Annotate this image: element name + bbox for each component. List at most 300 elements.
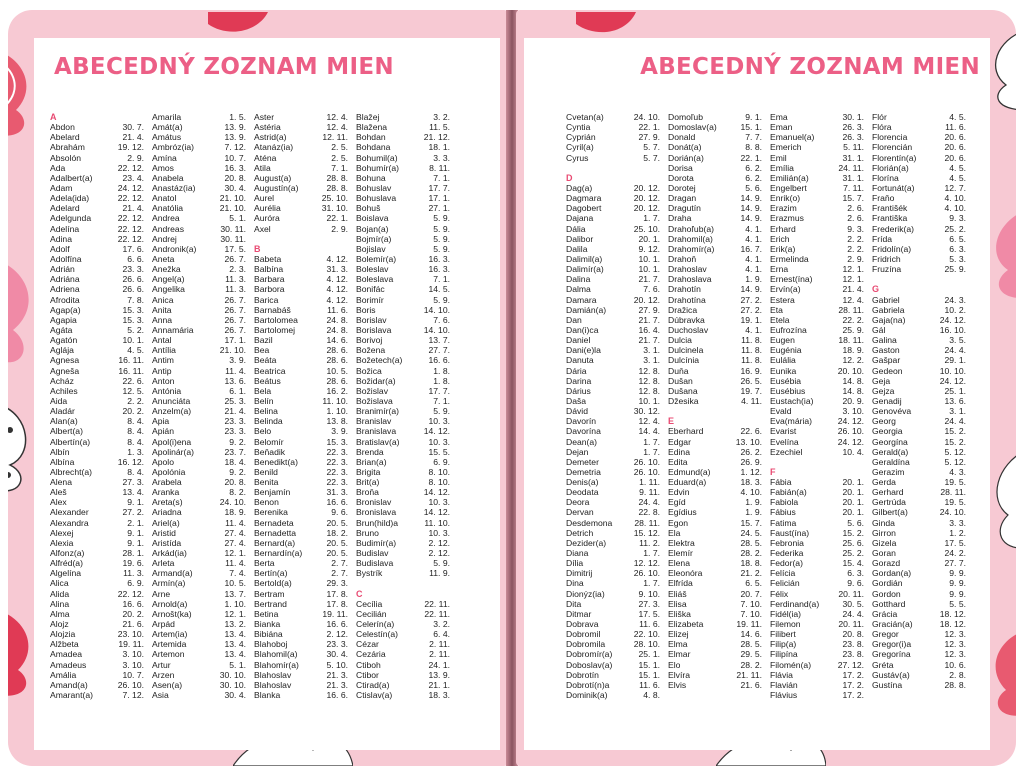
- name-entry: [254, 568, 356, 578]
- name-entry: [566, 153, 668, 163]
- name-day-date: 1. 8.: [433, 365, 450, 376]
- name-label: Anica: [152, 294, 174, 305]
- name-entry: [254, 305, 356, 315]
- name-label: Augustín(a): [254, 182, 299, 193]
- name-day-date: 18. 4.: [224, 456, 246, 467]
- name-day-date: 30. 11.: [220, 223, 246, 234]
- name-entry: [770, 426, 872, 436]
- name-entry: [566, 244, 668, 254]
- name-entry: [152, 609, 254, 619]
- name-entry: [50, 447, 152, 457]
- name-entry: [668, 619, 770, 629]
- name-label: Erhard: [770, 223, 796, 234]
- name-entry: [770, 487, 872, 497]
- name-entry: [50, 234, 152, 244]
- name-label: Eva(mária): [770, 416, 813, 427]
- name-entry: [566, 437, 668, 447]
- name-day-date: 22. 12.: [117, 213, 144, 224]
- name-day-date: 24. 12.: [939, 375, 966, 386]
- letter-label: A: [50, 112, 57, 122]
- name-day-date: 17. 2.: [842, 679, 864, 690]
- name-entry: [872, 295, 974, 305]
- name-entry: [566, 406, 668, 416]
- name-entry: [566, 457, 668, 467]
- name-entry: [50, 122, 152, 132]
- name-day-date: 8. 10.: [428, 466, 450, 477]
- name-entry: [152, 295, 254, 305]
- name-day-date: 20. 11.: [838, 619, 864, 630]
- name-label: Cézar: [356, 639, 379, 650]
- name-label: Brenda: [356, 446, 384, 457]
- name-label: Alexej: [50, 527, 74, 538]
- name-label: Dorisa: [668, 162, 693, 173]
- name-entry: [770, 649, 872, 659]
- name-day-date: 18. 12.: [939, 608, 966, 619]
- name-label: Dag(a): [566, 182, 593, 193]
- name-entry: [872, 568, 974, 578]
- name-entry: [770, 366, 872, 376]
- name-day-date: 11. 8.: [741, 335, 762, 346]
- name-label: Gedeon: [872, 365, 903, 376]
- name-day-date: 18. 2.: [326, 527, 348, 538]
- name-day-date: 12. 8.: [638, 365, 660, 376]
- name-label: Celestín(a): [356, 629, 399, 640]
- name-entry: [356, 163, 458, 173]
- name-entry: [254, 183, 356, 193]
- name-label: Arne: [152, 588, 171, 599]
- name-day-date: 20. 1.: [842, 507, 864, 518]
- name-entry: [872, 426, 974, 436]
- name-entry: [668, 396, 770, 406]
- name-entry: [566, 376, 668, 386]
- name-label: Aladár: [50, 406, 75, 417]
- name-day-date: 8. 4.: [127, 436, 144, 447]
- name-day-date: 24. 3.: [944, 294, 966, 305]
- name-label: Blahomil(a): [254, 649, 298, 660]
- name-label: Bohuslava: [356, 193, 397, 204]
- name-entry: [770, 112, 872, 122]
- name-label: August(a): [254, 172, 292, 183]
- name-day-date: 20. 6.: [944, 152, 966, 163]
- name-entry: [566, 680, 668, 690]
- name-label: Bernadeta: [254, 517, 294, 528]
- name-entry: [770, 538, 872, 548]
- name-day-date: 4. 12.: [326, 294, 348, 305]
- name-entry: [770, 163, 872, 173]
- name-entry: [668, 376, 770, 386]
- name-day-date: 13. 7.: [224, 588, 246, 599]
- name-day-date: 19. 11.: [736, 619, 762, 630]
- name-label: Elektra: [668, 537, 695, 548]
- name-entry: [50, 467, 152, 477]
- name-day-date: 4. 5.: [949, 172, 966, 183]
- name-day-date: 13. 9.: [224, 132, 246, 143]
- name-entry: [152, 305, 254, 315]
- name-entry: [152, 244, 254, 254]
- name-entry: [872, 254, 974, 264]
- name-day-date: 7. 10.: [740, 598, 762, 609]
- name-label: Adolf: [50, 243, 70, 254]
- name-entry: [668, 487, 770, 497]
- name-label: Evelína: [770, 436, 799, 447]
- name-day-date: 4. 10.: [740, 487, 762, 498]
- name-label: Dávid: [566, 406, 588, 417]
- name-day-date: 1. 2.: [949, 527, 966, 538]
- name-label: Dobrotí(n)a: [566, 679, 610, 690]
- name-label: Artur: [152, 659, 171, 670]
- name-label: Adela(ida): [50, 193, 90, 204]
- name-day-date: 25. 9.: [944, 264, 966, 275]
- name-entry: [770, 376, 872, 386]
- name-day-date: 3. 9.: [331, 426, 348, 437]
- name-entry: [566, 589, 668, 599]
- name-label: Arnošt(ka): [152, 608, 192, 619]
- name-day-date: 18. 12.: [939, 619, 966, 630]
- name-entry: [50, 690, 152, 700]
- name-day-date: 23. 8.: [842, 639, 864, 650]
- name-label: Benon: [254, 497, 279, 508]
- name-column: [356, 112, 458, 700]
- name-label: Engelbert: [770, 182, 807, 193]
- name-label: Denis(a): [566, 477, 599, 488]
- name-label: Amos: [152, 162, 174, 173]
- name-entry: [668, 224, 770, 234]
- name-label: Darina: [566, 375, 592, 386]
- name-day-date: 14. 12.: [423, 487, 450, 498]
- name-day-date: 28. 11.: [838, 304, 864, 315]
- name-day-date: 27. 2.: [740, 294, 762, 305]
- name-entry: [668, 132, 770, 142]
- name-entry: [152, 234, 254, 244]
- name-day-date: 3. 9.: [229, 355, 246, 366]
- name-day-date: 28. 11.: [634, 517, 660, 528]
- name-day-date: 12. 11.: [322, 132, 348, 143]
- name-label: Antónia: [152, 385, 182, 396]
- name-day-date: 26. 10.: [837, 426, 864, 437]
- name-day-date: 15. 3.: [122, 304, 144, 315]
- name-entry: [566, 426, 668, 436]
- name-label: Elfrída: [668, 578, 693, 589]
- name-day-date: 14. 4.: [638, 426, 660, 437]
- name-label: Belinda: [254, 416, 283, 427]
- name-entry: [356, 122, 458, 132]
- name-entry: [50, 416, 152, 426]
- name-label: Cvetan(a): [566, 112, 604, 122]
- name-label: Armand(a): [152, 568, 193, 579]
- name-label: Dária: [566, 365, 587, 376]
- name-label: Eberhard: [668, 426, 704, 437]
- name-entry: [50, 142, 152, 152]
- name-day-date: 18. 9.: [842, 345, 864, 356]
- name-entry: [356, 497, 458, 507]
- name-day-date: 5. 9.: [433, 223, 450, 234]
- name-day-date: 9. 1.: [127, 497, 144, 508]
- name-entry: [566, 284, 668, 294]
- name-day-date: 25. 1.: [638, 649, 660, 660]
- name-day-date: 2. 2.: [847, 233, 864, 244]
- name-day-date: 23. 4.: [122, 172, 144, 183]
- name-entry: [356, 305, 458, 315]
- name-entry: [356, 335, 458, 345]
- name-label: Drahotína: [668, 294, 706, 305]
- name-label: Artem(ia): [152, 629, 188, 640]
- name-label: Albína: [50, 456, 75, 467]
- name-day-date: 13. 10.: [735, 436, 762, 447]
- name-label: Františka: [872, 213, 908, 224]
- name-day-date: 22. 11.: [424, 598, 450, 609]
- name-label: Alexandra: [50, 517, 89, 528]
- name-label: Cecília: [356, 598, 383, 609]
- name-day-date: 20. 12.: [633, 182, 660, 193]
- name-day-date: 17. 1.: [428, 193, 450, 204]
- name-label: Girron: [872, 527, 896, 538]
- name-day-date: 21. 10.: [219, 345, 246, 356]
- name-day-date: 5. 9.: [433, 406, 450, 417]
- name-entry: [356, 244, 458, 254]
- butterfly-wing-decoration: [8, 50, 36, 140]
- name-label: Brun(hild)a: [356, 517, 399, 528]
- name-entry: [668, 315, 770, 325]
- name-label: Amát(a): [152, 122, 183, 133]
- name-day-date: 28. 10.: [633, 639, 660, 650]
- name-label: Dulcia: [668, 335, 692, 346]
- name-day-date: 9. 11.: [639, 487, 660, 498]
- name-label: Beátus: [254, 375, 281, 386]
- name-day-date: 2. 6.: [847, 213, 864, 224]
- name-label: Cecilián: [356, 608, 387, 619]
- name-label: Božetech(a): [356, 355, 403, 366]
- name-label: Dan(i)ca: [566, 324, 599, 335]
- name-label: Borislava: [356, 324, 392, 335]
- name-label: Erazmus: [770, 213, 804, 224]
- butterfly-wing-decoration: [988, 450, 1016, 550]
- name-entry: [668, 366, 770, 376]
- name-day-date: 4. 8.: [643, 690, 660, 701]
- name-entry: [872, 396, 974, 406]
- name-label: Gregor: [872, 629, 899, 640]
- name-day-date: 7. 7.: [745, 132, 762, 143]
- name-entry: [254, 416, 356, 426]
- name-day-date: 1. 7.: [643, 446, 660, 457]
- name-label: Anita: [152, 304, 172, 315]
- name-entry: [50, 670, 152, 680]
- name-label: Elmar: [668, 649, 691, 660]
- name-label: Asen(a): [152, 679, 183, 690]
- name-entry: [152, 477, 254, 487]
- name-entry: [50, 589, 152, 599]
- name-day-date: 12. 8.: [638, 385, 660, 396]
- letter-label: B: [254, 243, 261, 254]
- name-label: Berenika: [254, 507, 288, 518]
- name-label: Božica: [356, 365, 382, 376]
- name-entry: [356, 366, 458, 376]
- name-day-date: 17. 2.: [842, 669, 864, 680]
- name-label: Antim: [152, 355, 174, 366]
- name-entry: [356, 507, 458, 517]
- name-day-date: 27. 4.: [224, 527, 246, 538]
- name-day-date: 11. 10.: [322, 395, 348, 406]
- name-day-date: 2. 11.: [429, 639, 450, 650]
- name-label: Bronislava: [356, 507, 397, 518]
- name-label: Ezechiel: [770, 446, 803, 457]
- name-day-date: 30. 10.: [219, 669, 246, 680]
- name-day-date: 24. 8.: [326, 314, 348, 325]
- name-label: Antília: [152, 345, 176, 356]
- name-entry: [872, 153, 974, 163]
- name-day-date: 5. 1.: [229, 213, 246, 224]
- name-day-date: 1. 10.: [326, 406, 348, 417]
- name-day-date: 19. 6.: [122, 558, 144, 569]
- name-day-date: 11. 8.: [741, 345, 762, 356]
- name-entry: [770, 518, 872, 528]
- name-day-date: 3. 10.: [842, 406, 864, 417]
- name-day-date: 6. 1.: [229, 385, 246, 396]
- name-day-date: 7. 1.: [331, 162, 348, 173]
- name-day-date: 21. 6.: [122, 619, 144, 630]
- name-entry: [872, 528, 974, 538]
- name-entry: [50, 366, 152, 376]
- name-label: Bazil: [254, 335, 273, 346]
- name-entry: [254, 376, 356, 386]
- name-label: Eduard(a): [668, 477, 707, 488]
- name-entry: [668, 254, 770, 264]
- name-entry: [566, 690, 668, 700]
- name-day-date: 21. 12.: [423, 132, 450, 143]
- name-day-date: 20. 1.: [638, 233, 660, 244]
- name-entry: [770, 224, 872, 234]
- name-day-date: 11. 9.: [429, 568, 450, 579]
- name-entry: [50, 518, 152, 528]
- name-entry: [872, 203, 974, 213]
- name-day-date: 26. 2.: [740, 446, 762, 457]
- name-label: Agneša: [50, 365, 80, 376]
- name-label: Borislav: [356, 314, 387, 325]
- name-label: Františék: [872, 203, 908, 214]
- name-label: Genovéva: [872, 406, 912, 417]
- butterfly-wing-decoration: [986, 630, 1016, 720]
- name-entry: [770, 183, 872, 193]
- name-label: Alina: [50, 598, 70, 609]
- name-entry: [356, 355, 458, 365]
- name-entry: [152, 670, 254, 680]
- name-label: Galina: [872, 335, 897, 346]
- name-label: Berta: [254, 558, 275, 569]
- name-entry: [50, 183, 152, 193]
- name-label: Anton: [152, 375, 175, 386]
- name-label: Flávia: [770, 669, 793, 680]
- name-label: Dean(a): [566, 436, 598, 447]
- name-label: Budislava: [356, 558, 394, 569]
- name-day-date: 22. 12.: [117, 588, 144, 599]
- name-entry: [668, 497, 770, 507]
- name-day-date: 20. 10.: [837, 365, 864, 376]
- name-column: [566, 112, 668, 700]
- name-day-date: 10. 1.: [638, 264, 660, 275]
- name-day-date: 11. 6.: [945, 122, 966, 133]
- letter-heading: [668, 416, 770, 426]
- name-label: Alica: [50, 578, 69, 589]
- name-day-date: 22. 3.: [326, 466, 348, 477]
- name-entry: [668, 153, 770, 163]
- name-entry: [254, 366, 356, 376]
- name-entry: [668, 193, 770, 203]
- name-entry: [152, 274, 254, 284]
- name-entry: [152, 366, 254, 376]
- name-label: Astéria: [254, 122, 281, 133]
- name-day-date: 20. 12.: [633, 294, 660, 305]
- name-entry: [668, 680, 770, 690]
- name-day-date: 9. 1.: [127, 537, 144, 548]
- name-entry: [356, 538, 458, 548]
- name-entry: [356, 528, 458, 538]
- name-day-date: 27. 2.: [740, 304, 762, 315]
- name-entry: [872, 376, 974, 386]
- name-day-date: 28. 8.: [944, 679, 966, 690]
- name-day-date: 14. 10.: [423, 304, 450, 315]
- name-label: Alan(a): [50, 416, 78, 427]
- name-entry: [356, 568, 458, 578]
- name-label: Blahoboj: [254, 639, 288, 650]
- name-entry: [152, 406, 254, 416]
- name-day-date: 9. 9.: [949, 568, 966, 579]
- name-entry: [50, 437, 152, 447]
- name-label: Drahoslava: [668, 274, 712, 285]
- name-label: Adelard: [50, 203, 80, 214]
- name-label: Boleslav: [356, 264, 389, 275]
- name-label: Gerazim: [872, 466, 905, 477]
- name-entry: [152, 193, 254, 203]
- name-label: Belina: [254, 406, 278, 417]
- name-day-date: 23. 3.: [224, 426, 246, 437]
- name-label: Fruzína: [872, 264, 902, 275]
- name-entry: [356, 315, 458, 325]
- name-day-date: 11. 2.: [639, 537, 660, 548]
- name-entry: [872, 447, 974, 457]
- name-day-date: 9. 1.: [127, 527, 144, 538]
- name-day-date: 24. 8.: [326, 324, 348, 335]
- name-day-date: 19. 1.: [740, 314, 762, 325]
- name-day-date: 13. 4.: [224, 649, 246, 660]
- name-day-date: 30. 4.: [326, 649, 348, 660]
- name-label: Alena: [50, 477, 72, 488]
- name-day-date: 16. 6.: [122, 598, 144, 609]
- name-label: Dragan: [668, 193, 697, 204]
- letter-label: E: [668, 416, 675, 427]
- name-entry: [356, 396, 458, 406]
- name-day-date: 9. 1.: [745, 112, 762, 122]
- name-entry: [50, 629, 152, 639]
- name-entry: [668, 568, 770, 578]
- name-entry: [254, 467, 356, 477]
- name-day-date: 1. 12.: [740, 466, 762, 477]
- name-entry: [668, 629, 770, 639]
- name-label: Bratislav(a): [356, 436, 400, 447]
- name-label: Bianka: [254, 619, 281, 630]
- name-label: Drahomil(a): [668, 233, 713, 244]
- name-day-date: 2. 3.: [229, 264, 246, 275]
- name-day-date: 15. 5.: [428, 446, 450, 457]
- name-entry: [770, 203, 872, 213]
- name-day-date: 20. 6.: [944, 132, 966, 143]
- name-day-date: 12. 3.: [944, 629, 966, 640]
- name-day-date: 12. 5.: [122, 385, 144, 396]
- name-entry: [770, 325, 872, 335]
- name-day-date: 5. 9.: [433, 294, 450, 305]
- name-day-date: 7. 4.: [229, 568, 246, 579]
- name-day-date: 9. 3.: [847, 223, 864, 234]
- name-entry: [254, 335, 356, 345]
- name-entry: [50, 548, 152, 558]
